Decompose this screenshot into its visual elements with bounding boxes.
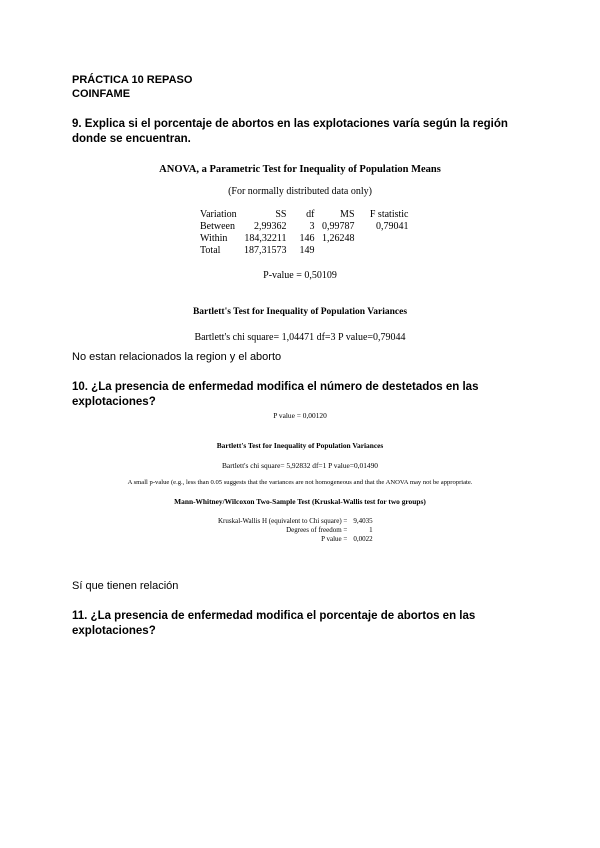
anova-header-cell: df (306, 209, 315, 220)
question-9: 9. Explica si el porcentaje de abortos en las explotaciones varía según la región donde se encuentran. (72, 118, 508, 145)
anova-cell (319, 245, 359, 257)
anova-pvalue: P-value = 0,50109 (263, 270, 337, 281)
anova-row (200, 233, 413, 245)
answer-9: No estan relacionados la region y el aborto (72, 351, 282, 363)
anova-cell (359, 245, 413, 257)
anova-header-cell: SS (275, 209, 287, 220)
kw-label: Degrees of freedom = (286, 526, 348, 534)
answer-10: Sí que tienen relación (72, 580, 179, 592)
anova-cell: Within (200, 233, 228, 244)
anova-cell: Total (200, 245, 221, 256)
kw-value: 9,4035 (353, 517, 373, 525)
anova-cell: 3 (309, 221, 315, 232)
anova-cell: 2,99362 (254, 221, 287, 232)
page-subtitle: COINFAME (72, 88, 131, 100)
anova-cell: 146 (299, 233, 315, 244)
kw-row (218, 535, 373, 544)
kw-row (218, 526, 373, 535)
page-title: PRÁCTICA 10 REPASO (72, 74, 193, 86)
bartlett-title: Bartlett's Test for Inequality of Population Variances (192, 307, 408, 317)
anova-header-cell: MS (340, 209, 355, 220)
kw-label: P value = (321, 535, 348, 543)
anova-header-cell: F statistic (369, 209, 409, 220)
kw-value: 0,0022 (353, 535, 373, 543)
anova-cell (359, 233, 413, 245)
anova-table (200, 209, 413, 257)
anova-cell: 0,99787 (322, 221, 355, 232)
anova-cell: Between (200, 221, 235, 232)
question-10: 10. ¿La presencia de enfermedad modifica el número de destetados en las explotaciones? (72, 381, 479, 408)
anova-header-row (200, 209, 413, 221)
anova-cell: 149 (299, 245, 315, 256)
anova-subtitle: (For normally distributed data only) (228, 186, 372, 197)
anova-title: ANOVA, a Parametric Test for Inequality of Population Means (159, 164, 441, 175)
anova-cell: 1,26248 (322, 233, 355, 244)
anova-cell: 184,32211 (244, 233, 287, 244)
q10-note: A small p-value (e.g., less than 0.05 suggests that the variances are not homogeneous and that the ANOVA may not be appropriate. (127, 479, 473, 486)
mann-whitney-title: Mann-Whitney/Wilcoxon Two-Sample Test (Kruskal-Wallis test for two groups) (174, 497, 426, 506)
bartlett-result: Bartlett's chi square= 1,04471 df=3 P value=0,79044 (194, 332, 406, 343)
kw-row (218, 517, 373, 526)
kruskal-wallis-table (218, 517, 373, 544)
anova-cell: 0,79041 (376, 221, 409, 232)
anova-cell: 187,31573 (244, 245, 287, 256)
kw-label: Kruskal-Wallis H (equivalent to Chi square) = (218, 517, 348, 525)
q10-bartlett-title: Bartlett's Test for Inequality of Population Variances (216, 441, 384, 450)
kw-value: 1 (369, 526, 373, 534)
question-11: 11. ¿La presencia de enfermedad modifica el porcentaje de abortos en las explotaciones? (72, 610, 476, 637)
q10-bartlett-result: Bartlett's chi square= 5,92832 df=1 P value=0,01490 (221, 461, 378, 470)
q10-pvalue: P value = 0,00120 (273, 411, 327, 420)
anova-header-cell: Variation (200, 209, 237, 220)
anova-row (200, 245, 413, 257)
anova-row (200, 221, 413, 233)
